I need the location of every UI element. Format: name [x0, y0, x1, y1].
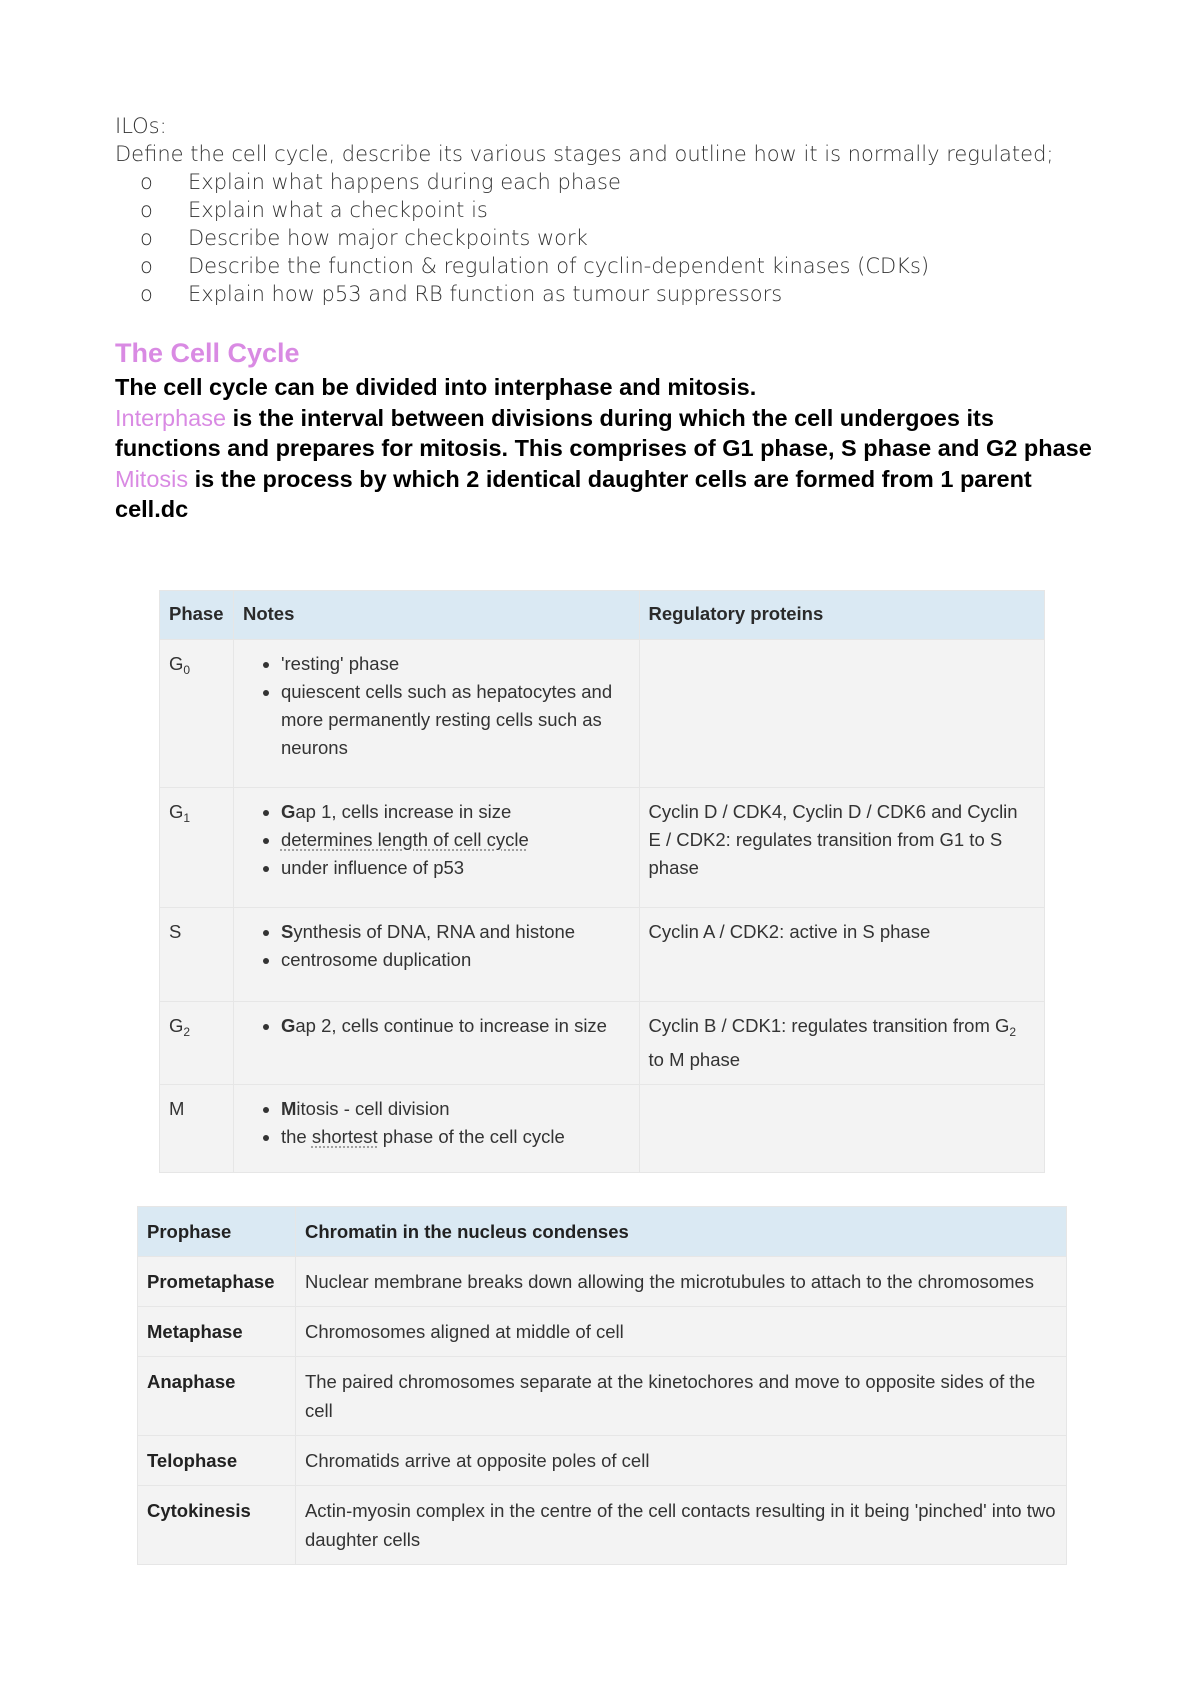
table-row	[160, 908, 1045, 1002]
list-item: o Explain what happens during each phase	[140, 170, 621, 194]
proteins-cell: Cyclin D / CDK4, Cyclin D / CDK6 and Cyclin E / CDK2: regulates transition from G1 to S phase	[639, 788, 1044, 908]
phase-cell: $G_2$	[160, 1002, 234, 1085]
description-cell: Chromatin in the nucleus condenses	[295, 1207, 1066, 1257]
phase-cell: $G_1$	[160, 788, 234, 908]
list-item: • Mitosis - cell division	[281, 1095, 630, 1123]
list-item: • the shortest phase of the cell cycle	[281, 1123, 630, 1151]
list-item: • Gap 1, cells increase in size	[281, 798, 630, 826]
table-header-row	[160, 591, 1045, 640]
table-row	[138, 1257, 1067, 1307]
notes-cell	[233, 1085, 639, 1173]
ilos-list	[115, 168, 1115, 308]
table-row	[160, 640, 1045, 788]
stage-cell: Prometaphase	[138, 1257, 296, 1307]
column-header: Phase	[160, 591, 234, 640]
bullet-icon: o	[140, 254, 153, 278]
stage-cell: Telophase	[138, 1436, 296, 1486]
section-heading: The Cell Cycle	[115, 338, 300, 368]
list-item: • Synthesis of DNA, RNA and histone	[281, 918, 630, 946]
notes-cell	[233, 788, 639, 908]
description-cell: Chromosomes aligned at middle of cell	[295, 1307, 1066, 1357]
column-header: Notes	[233, 591, 639, 640]
bullet-icon: o	[140, 226, 153, 250]
table-row	[138, 1357, 1067, 1436]
table-row	[160, 1002, 1045, 1085]
proteins-cell: Cyclin B / CDK1: regulates transition from $G_2$ to M phase	[639, 1002, 1044, 1085]
interphase-definition: Interphase is the interval between divisions during which the cell undergoes its functions and prepares for mitosis. This comprises of G1 phase, S phase and G2 phase	[115, 404, 1092, 461]
list-item: • Gap 2, cells continue to increase in size	[281, 1012, 630, 1040]
ilos-label: ILOs:	[115, 114, 167, 138]
bullet-icon: o	[140, 170, 153, 194]
description-cell: Chromatids arrive at opposite poles of cell	[295, 1436, 1066, 1486]
interphase-term: Interphase	[115, 404, 227, 431]
description-cell: Nuclear membrane breaks down allowing the microtubules to attach to the chromosomes	[295, 1257, 1066, 1307]
intro-line: The cell cycle can be divided into interphase and mitosis.	[115, 374, 757, 400]
table-row	[138, 1207, 1067, 1257]
stage-cell: Anaphase	[138, 1357, 296, 1436]
ilos-section	[115, 112, 1115, 308]
table-row	[138, 1486, 1067, 1565]
list-item: • under influence of p53	[281, 854, 630, 882]
mitosis-term: Mitosis	[115, 465, 189, 492]
list-item: o Explain what a checkpoint is	[140, 198, 488, 222]
description-cell: Actin-myosin complex in the centre of the cell contacts resulting in it being 'pinched' into two daughter cells	[295, 1486, 1066, 1565]
table-row	[138, 1436, 1067, 1486]
list-item: • centrosome duplication	[281, 946, 630, 974]
column-header: Regulatory proteins	[639, 591, 1044, 640]
list-item: • determines length of cell cycle	[281, 826, 630, 854]
mitosis-definition: Mitosis is the process by which 2 identical daughter cells are formed from 1 parent cell.dc	[115, 465, 1032, 522]
table-row	[138, 1307, 1067, 1357]
proteins-cell	[639, 640, 1044, 788]
description-cell: The paired chromosomes separate at the kinetochores and move to opposite sides of the cell	[295, 1357, 1066, 1436]
stage-cell: Metaphase	[138, 1307, 296, 1357]
cell-cycle-intro	[115, 372, 1095, 525]
list-item: o Describe the function & regulation of cyclin-dependent kinases (CDKs)	[140, 254, 930, 278]
stage-cell: Prophase	[138, 1207, 296, 1257]
phase-cell: $G_0$	[160, 640, 234, 788]
ilos-intro: Define the cell cycle, describe its various stages and outline how it is normally regulated;	[115, 142, 1054, 166]
list-item: o Describe how major checkpoints work	[140, 226, 588, 250]
stage-cell: Cytokinesis	[138, 1486, 296, 1565]
bullet-icon: o	[140, 198, 153, 222]
mitosis-stages-table	[137, 1206, 1067, 1565]
table-row	[160, 788, 1045, 908]
bullet-icon: o	[140, 282, 153, 306]
phase-cell: S	[160, 908, 234, 1002]
proteins-cell: Cyclin A / CDK2: active in S phase	[639, 908, 1044, 1002]
notes-cell	[233, 908, 639, 1002]
notes-cell	[233, 640, 639, 788]
list-item: • quiescent cells such as hepatocytes and more permanently resting cells such as neurons	[281, 678, 630, 762]
phase-cell: M	[160, 1085, 234, 1173]
proteins-cell	[639, 1085, 1044, 1173]
phase-table	[159, 590, 1045, 1173]
notes-cell	[233, 1002, 639, 1085]
table-row	[160, 1085, 1045, 1173]
list-item: • 'resting' phase	[281, 650, 630, 678]
list-item: o Explain how p53 and RB function as tumour suppressors	[140, 282, 783, 306]
